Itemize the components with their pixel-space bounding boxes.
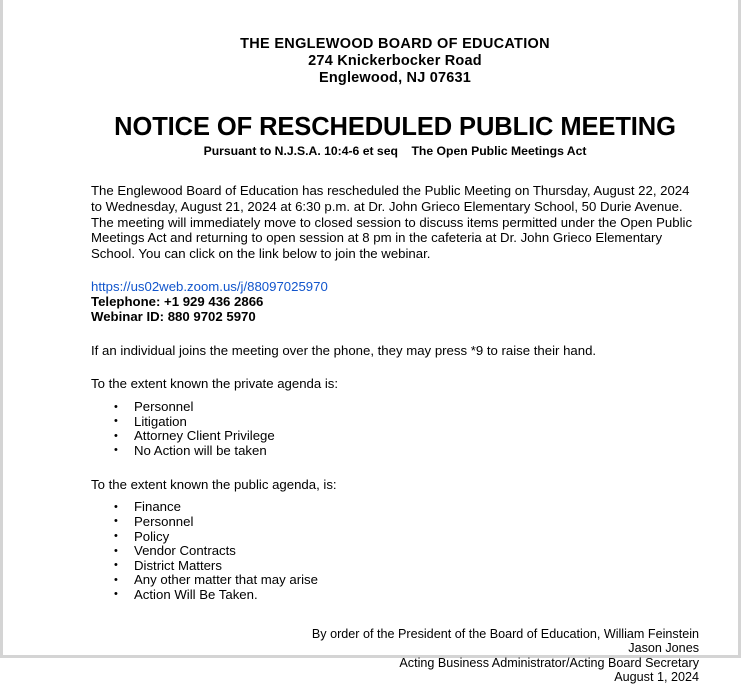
list-item: • Vendor Contracts <box>91 544 699 559</box>
public-agenda-lead-in: To the extent known the public agenda, is: <box>91 476 337 492</box>
zoom-webinar-link[interactable]: https://us02web.zoom.us/j/88097025970 <box>91 278 328 294</box>
list-item: • Personnel <box>91 515 699 530</box>
zoom-link-row <box>91 279 699 294</box>
public-agenda-list <box>91 500 699 602</box>
document-content <box>91 0 699 685</box>
letterhead-city-state-zip: Englewood, NJ 07631 <box>318 70 472 86</box>
list-item: • Personnel <box>91 400 699 415</box>
signature-block <box>91 627 699 685</box>
list-item: • Attorney Client Privilege <box>91 429 699 444</box>
list-item: • No Action will be taken <box>91 444 699 459</box>
list-item: • Finance <box>91 500 699 515</box>
private-agenda-list <box>91 400 699 458</box>
list-item: • Litigation <box>91 415 699 430</box>
phone-raise-hand-note: If an individual joins the meeting over the phone, they may press *9 to raise their hand. <box>91 342 597 358</box>
letterhead-organization: THE ENGLEWOOD BOARD OF EDUCATION <box>240 36 550 52</box>
webinar-id: Webinar ID: 880 9702 5970 <box>91 309 256 325</box>
list-item: • District Matters <box>91 559 699 574</box>
meeting-paragraph: The Englewood Board of Education has rescheduled the Public Meeting on Thursday, August 22, 2024 to Wednesday, August 21, 2024 at 6:30 p.m. at Dr. John Grieco Elementary School, 50 Durie Avenue. The meeting will immediately move to closed session to discuss items permitted under the Open Public Meetings Act and returning to open session at 8 pm in the cafeteria at Dr. John Grieco Elementary School. You can click on the link below to join the webinar. <box>91 183 693 262</box>
signature-role: Acting Business Administrator/Acting Board Secretary <box>399 655 699 670</box>
page-subtitle: Pursuant to N.J.S.A. 10:4-6 et seq The Open Public Meetings Act <box>203 144 587 158</box>
webinar-details <box>91 279 699 325</box>
list-item: • Action Will Be Taken. <box>91 588 699 603</box>
private-agenda-lead-in: To the extent known the private agenda is: <box>91 376 339 392</box>
letterhead <box>91 36 699 87</box>
list-item: • Policy <box>91 530 699 545</box>
signature-president: By order of the President of the Board of Education, William Feinstein <box>311 626 699 641</box>
signature-date: August 1, 2024 <box>614 670 699 685</box>
list-item: • Any other matter that may arise <box>91 573 699 588</box>
letterhead-street: 274 Knickerbocker Road <box>308 53 482 69</box>
page-title: NOTICE OF RESCHEDULED PUBLIC MEETING <box>114 113 676 141</box>
webinar-telephone: Telephone: +1 929 436 2866 <box>91 294 264 310</box>
signature-name: Jason Jones <box>628 641 699 656</box>
